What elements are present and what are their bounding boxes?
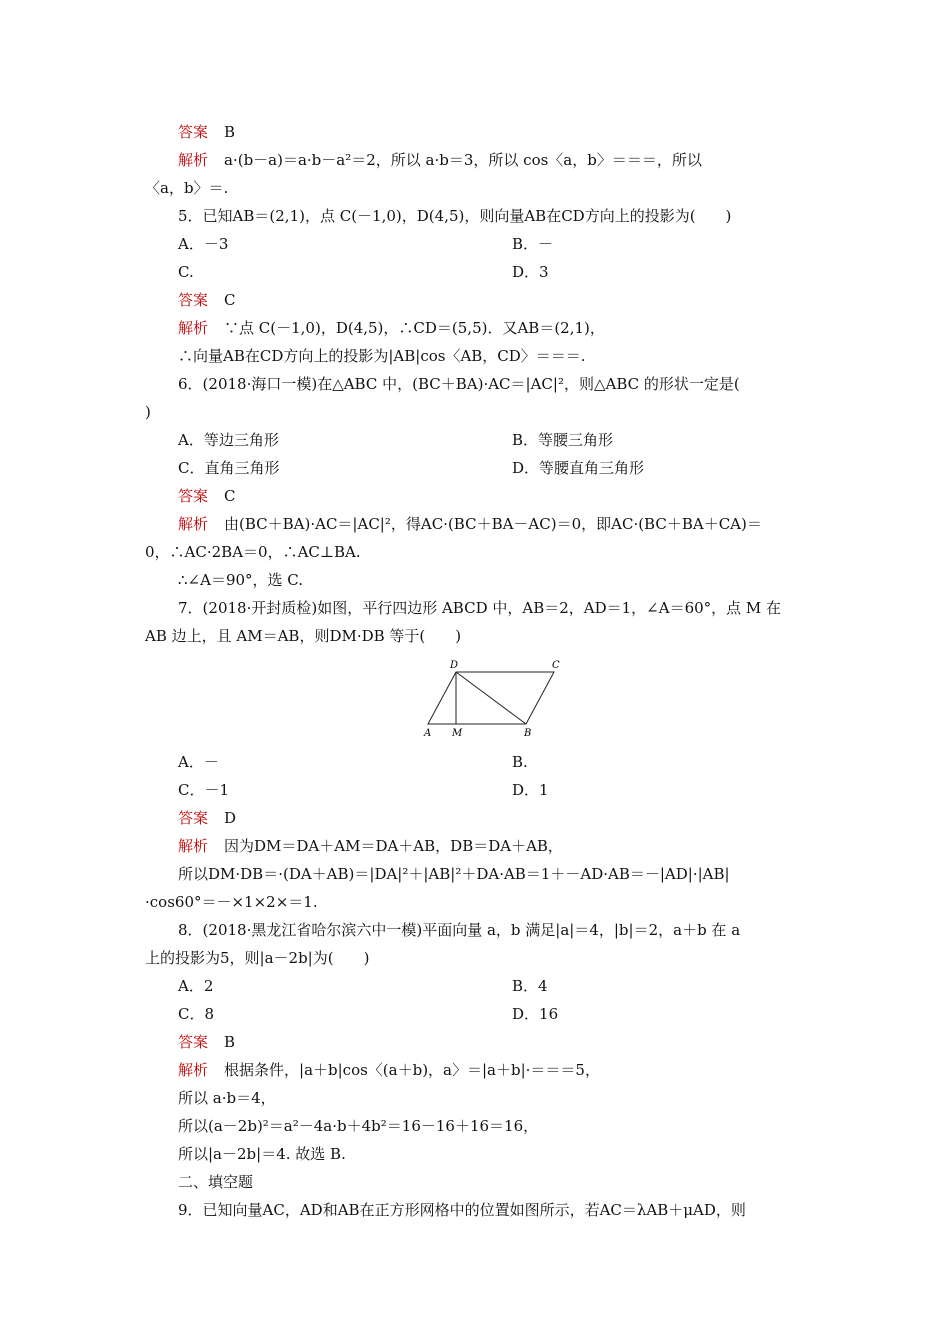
- answer-label: 答案: [178, 291, 209, 309]
- analysis-line: 解析 因为DM＝DA＋AM＝DA＋AB，DB＝DA＋AB，: [178, 837, 563, 855]
- answer-line: 答案 D: [178, 809, 237, 827]
- option-a: A．－: [178, 753, 219, 771]
- question-6: 6．(2018·海口一模)在△ABC 中，(BC＋BA)·AC＝|AC|²，则△ABC 的形状一定是(: [178, 375, 740, 393]
- text-line: 所以|a－2b|＝4. 故选 B.: [178, 1145, 346, 1163]
- option-b: B．等腰三角形: [512, 431, 614, 449]
- parallelogram-diagram: [418, 656, 570, 746]
- text-line: 所以DM·DB＝·(DA＋AB)＝|DA|²＋|AB|²＋DA·AB＝1＋－AD·AB＝－|AD|·|AB|: [178, 865, 730, 883]
- option-d: D．3: [512, 263, 549, 281]
- analysis-label: 解析: [178, 151, 209, 169]
- answer-line: 答案 C: [178, 291, 236, 309]
- text-line: 所以 a·b＝4，: [178, 1089, 276, 1107]
- segment-db: [456, 672, 526, 724]
- text-line: ): [145, 403, 151, 421]
- question-7: 7．(2018·开封质检)如图，平行四边形 ABCD 中，AB＝2，AD＝1，∠A＝60°，点 M 在: [178, 599, 782, 617]
- analysis-line: 解析 根据条件，|a＋b|cos〈(a＋b)，a〉＝|a＋b|·＝＝＝5，: [178, 1061, 600, 1079]
- option-c: C．8: [178, 1005, 215, 1023]
- analysis-label: 解析: [178, 319, 209, 337]
- analysis-line: 解析 ∵点 C(－1,0)，D(4,5)，∴CD＝(5,5)．又AB＝(2,1)，: [178, 319, 605, 337]
- answer-label: 答案: [178, 487, 209, 505]
- option-a: A．等边三角形: [178, 431, 279, 449]
- question-5: 5．已知AB＝(2,1)，点 C(－1,0)，D(4,5)，则向量AB在CD方向上的投影为( ): [178, 207, 732, 225]
- text-line: AB 边上，且 AM＝AB，则DM·DB 等于( ): [145, 627, 462, 645]
- answer-label: 答案: [178, 1033, 209, 1051]
- text-line: 〈a，b〉＝.: [145, 179, 229, 197]
- option-c: C．直角三角形: [178, 459, 280, 477]
- text-line: 所以(a－2b)²＝a²－4a·b＋4b²＝16－16＋16＝16，: [178, 1117, 539, 1135]
- option-b: B．－: [512, 235, 554, 253]
- vertex-label-d: D: [450, 660, 459, 671]
- question-8: 8．(2018·黑龙江省哈尔滨六中一模)平面向量 a，b 满足|a|＝4，|b|＝2，a＋b 在 a: [178, 921, 741, 939]
- answer-line: 答案 B: [178, 1033, 236, 1051]
- text-line: 上的投影为5，则|a－2b|为( ): [145, 949, 370, 967]
- analysis-line: 解析 a·(b－a)＝a·b－a²＝2，所以 a·b＝3，所以 cos〈a，b〉＝＝＝，所以: [178, 151, 702, 169]
- option-d: D．16: [512, 1005, 559, 1023]
- answer-label: 答案: [178, 123, 209, 141]
- vertex-label-c: C: [552, 660, 560, 671]
- option-d: D．等腰直角三角形: [512, 459, 645, 477]
- analysis-label: 解析: [178, 1061, 209, 1079]
- text-line: ∴向量AB在CD方向上的投影为|AB|cos〈AB，CD〉＝＝＝.: [178, 347, 586, 365]
- option-a: A．－3: [178, 235, 229, 253]
- point-label-m: M: [452, 728, 463, 739]
- text-line: ·cos60°＝－×1×2×＝1.: [145, 893, 318, 911]
- option-a: A．2: [178, 977, 214, 995]
- vertex-label-b: B: [524, 728, 532, 739]
- analysis-label: 解析: [178, 837, 209, 855]
- option-c: C.: [178, 263, 194, 281]
- option-b: B.: [512, 753, 528, 771]
- option-d: D．1: [512, 781, 549, 799]
- option-b: B．4: [512, 977, 548, 995]
- option-c: C．－1: [178, 781, 230, 799]
- text-line: ∴∠A＝90°，选 C.: [178, 571, 304, 589]
- section-heading: 二、填空题: [178, 1173, 254, 1191]
- question-9: 9．已知向量AC，AD和AB在正方形网格中的位置如图所示，若AC＝λAB＋μAD，则: [178, 1201, 746, 1219]
- text-line: 0，∴AC·2BA＝0，∴AC⊥BA.: [145, 543, 361, 561]
- vertex-label-a: A: [424, 728, 432, 739]
- answer-line: 答案 C: [178, 487, 236, 505]
- parallelogram-figure: [418, 656, 570, 746]
- answer-label: 答案: [178, 809, 209, 827]
- analysis-line: 解析 由(BC＋BA)·AC＝|AC|²，得AC·(BC＋BA－AC)＝0，即AC·(BC＋BA＋CA)＝: [178, 515, 762, 533]
- answer-line: 答案 B: [178, 123, 236, 141]
- analysis-label: 解析: [178, 515, 209, 533]
